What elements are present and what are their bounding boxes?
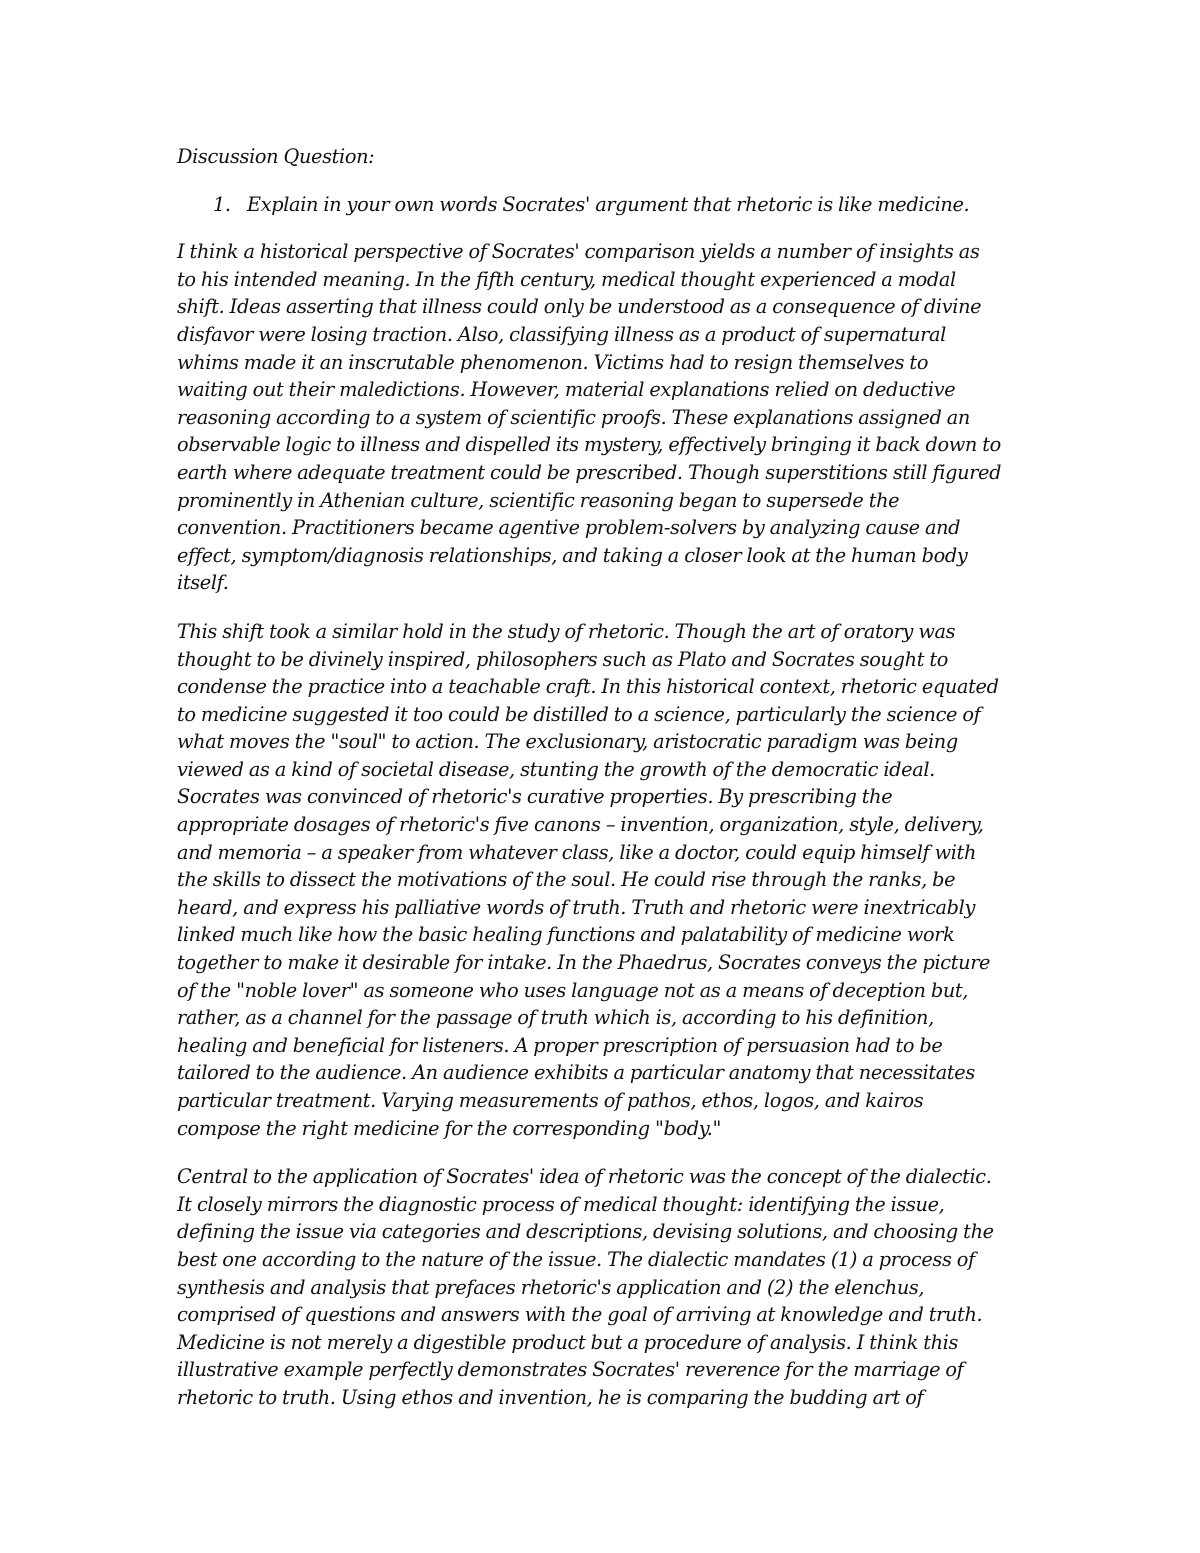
question-item <box>177 191 1029 219</box>
question-number: 1. <box>213 192 231 216</box>
answer-paragraph-3: Central to the application of Socrates' idea of rhetoric was the concept of the dialectic. It closely mirrors the diagnostic process of medical thought: identifying the issue, defining the issue via categories and descriptions, devising solutions, and choosing the best one according to the nature of the issue. The dialectic mandates (1) a process of synthesis and analysis that prefaces rhetoric's application and (2) the elenchus, comprised of questions and answers with the goal of arriving at knowledge and truth. Medicine is not merely a digestible product but a procedure of analysis. I think this illustrative example perfectly demonstrates Socrates' reverence for the marriage of rhetoric to truth. Using ethos and invention, he is comparing the budding art of <box>177 1165 994 1409</box>
answer-paragraph-2: This shift took a similar hold in the study of rhetoric. Though the art of oratory was thought to be divinely inspired, philosophers such as Plato and Socrates sought to condense the practice into a teachable craft. In this historical context, rhetoric equated to medicine suggested it too could be distilled to a science, particularly the science of what moves the "soul" to action. The exclusionary, aristocratic paradigm was being viewed as a kind of societal disease, stunting the growth of the democratic ideal. Socrates was convinced of rhetoric's curative properties. By prescribing the appropriate dosages of rhetoric's five canons – invention, organization, style, delivery, and memoria – a speaker from whatever class, like a doctor, could equip himself with the skills to dissect the motivations of the soul. He could rise through the ranks, be heard, and express his palliative words of truth. Truth and rhetoric were inextricably linked much like how the basic healing functions and palatability of medicine work together to make it desirable for intake. In the Phaedrus, Socrates conveys the picture of the "noble lover" as someone who uses language not as a means of deception but, rather, as a channel for the passage of truth which is, according to his definition, healing and beneficial for listeners. A proper prescription of persuasion had to be tailored to the audience. An audience exhibits a particular anatomy that necessitates particular treatment. Varying measurements of pathos, ethos, logos, and kairos compose the right medicine for the corresponding "body." <box>177 619 999 1140</box>
question-list <box>177 191 1029 219</box>
document-body <box>177 143 1029 1433</box>
question-text: Explain in your own words Socrates' argument that rhetoric is like medicine. <box>247 192 970 216</box>
answer-paragraph-1: I think a historical perspective of Socrates' comparison yields a number of insights as to his intended meaning. In the fifth century, medical thought experienced a modal shift. Ideas asserting that illness could only be understood as a consequence of divine disfavor were losing traction. Also, classifying illness as a product of supernatural whims made it an inscrutable phenomenon. Victims had to resign themselves to waiting out their maledictions. However, material explanations relied on deductive reasoning according to a system of scientific proofs. These explanations assigned an observable logic to illness and dispelled its mystery, effectively bringing it back down to earth where adequate treatment could be prescribed. Though superstitions still figured prominently in Athenian culture, scientific reasoning began to supersede the convention. Practitioners became agentive problem-solvers by analyzing cause and effect, symptom/diagnosis relationships, and taking a closer look at the human body itself. <box>177 240 1002 595</box>
discussion-heading: Discussion Question: <box>177 145 375 168</box>
